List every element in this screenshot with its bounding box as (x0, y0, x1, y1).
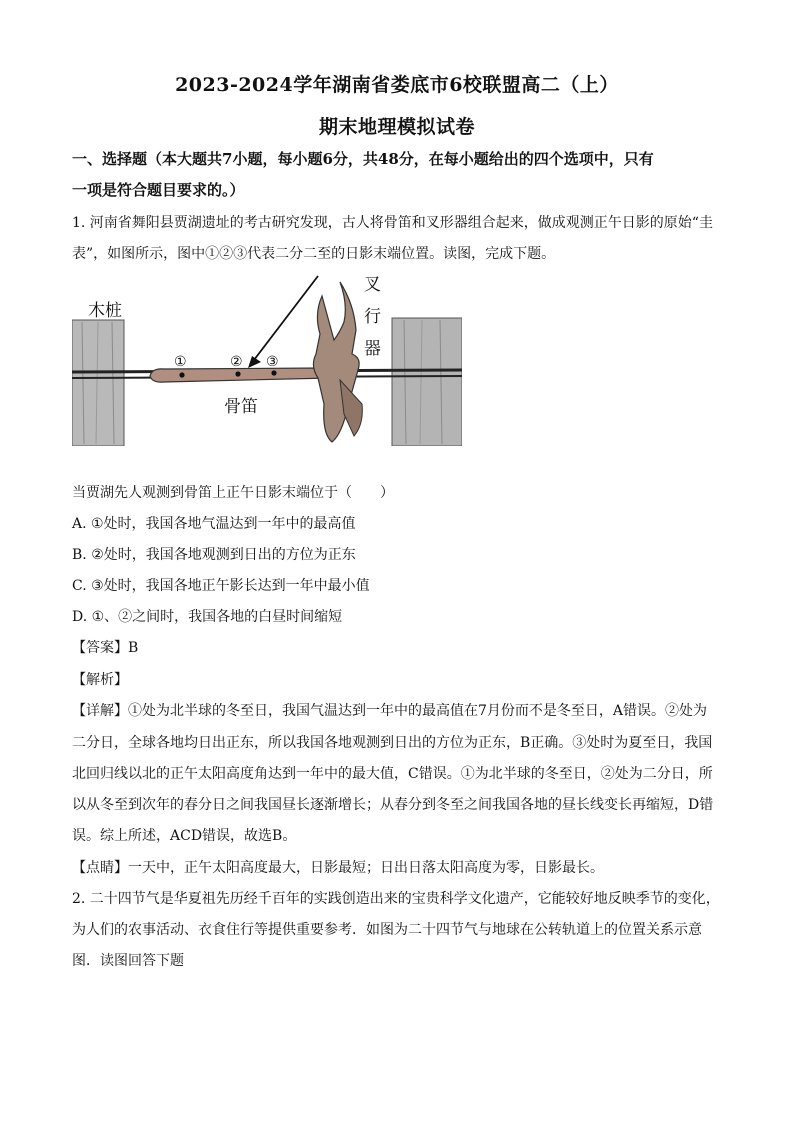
fork-label-char-2: 行 (364, 307, 381, 327)
gnomon-figure (72, 274, 462, 446)
q2-line-3: 图．读图回答下题 (72, 953, 184, 969)
option-a: A. ①处时，我国各地气温达到一年中的最高值 (72, 516, 356, 532)
tip: 【点睛】一天中，正午太阳高度最大，日影最短；日出日落太阳高度为零，日影最长。 (72, 860, 604, 876)
q2-line-2: 为人们的农事活动、衣食住行等提供重要参考．如图为二十四节气与地球在公转轨道上的位置关系示意 (72, 922, 702, 938)
q1-intro-line-1: 1. 河南省舞阳县贾湖遗址的考古研究发现，古人将骨笛和叉形器组合起来，做成观测正午日影的原始“圭 (72, 215, 713, 231)
section-heading-line-2: 一项是符合题目要求的。） (72, 181, 245, 199)
marker-1: ① (174, 354, 187, 370)
analysis-label: 【解析】 (72, 672, 128, 688)
answer: 【答案】B (72, 640, 139, 656)
detail-line-5: 误。综上所述，ACD错误，故选B。 (72, 828, 297, 844)
marker-3: ③ (266, 354, 279, 370)
option-d: D. ①、②之间时，我国各地的白昼时间缩短 (72, 609, 343, 625)
bone-flute (150, 368, 331, 382)
right-wood-post (392, 318, 462, 446)
marker-2: ② (230, 354, 243, 370)
title-line-2: 期末地理模拟试卷 (318, 116, 475, 138)
fork-label-char-3: 器 (364, 339, 381, 359)
q2-line-1: 2. 二十四节气是华夏祖先历经千百年的实践创造出来的宝贵科学文化遗产，它能较好地反映季节的变化， (72, 891, 720, 907)
section-heading-line-1: 一、选择题（本大题共7小题，每小题6分，共48分，在每小题给出的四个选项中，只有 (72, 150, 654, 168)
wood-post-label: 木桩 (88, 301, 122, 321)
option-b: B. ②处时，我国各地观测到日出的方位为正东 (72, 547, 356, 563)
option-c: C. ③处时，我国各地正午影长达到一年中最小值 (72, 578, 370, 594)
q1-stem: 当贾湖先人观测到骨笛上正午日影末端位于（ ） (72, 485, 394, 501)
title-line-1: 2023-2024学年湖南省娄底市6校联盟高二（上） (175, 74, 619, 96)
hole-3 (271, 370, 276, 375)
detail-line-3: 北回归线以北的正午太阳高度角达到一年中的最大值，C错误。①为北半球的冬至日，②处为二分日，所 (72, 766, 713, 782)
detail-line-1: 【详解】①处为北半球的冬至日，我国气温达到一年中的最高值在7月份而不是冬至日，A错误。②处为 (72, 703, 708, 719)
hole-1 (179, 372, 184, 377)
detail-line-2: 二分日，全球各地均日出正东，所以我国各地观测到日出的方位为正东，B正确。③处时为夏至日，我国 (72, 735, 713, 751)
fork-label-char-1: 叉 (364, 275, 381, 295)
hole-2 (235, 371, 240, 376)
detail-line-4: 以从冬至到次年的春分日之间我国昼长逐渐增长；从春分到冬至之间我国各地的昼长线变长再缩短，D错 (72, 797, 714, 813)
bone-flute-label: 骨笛 (224, 397, 258, 417)
q1-intro-line-2: 表”，如图所示，图中①②③代表二分二至的日影末端位置。读图，完成下题。 (72, 246, 556, 262)
